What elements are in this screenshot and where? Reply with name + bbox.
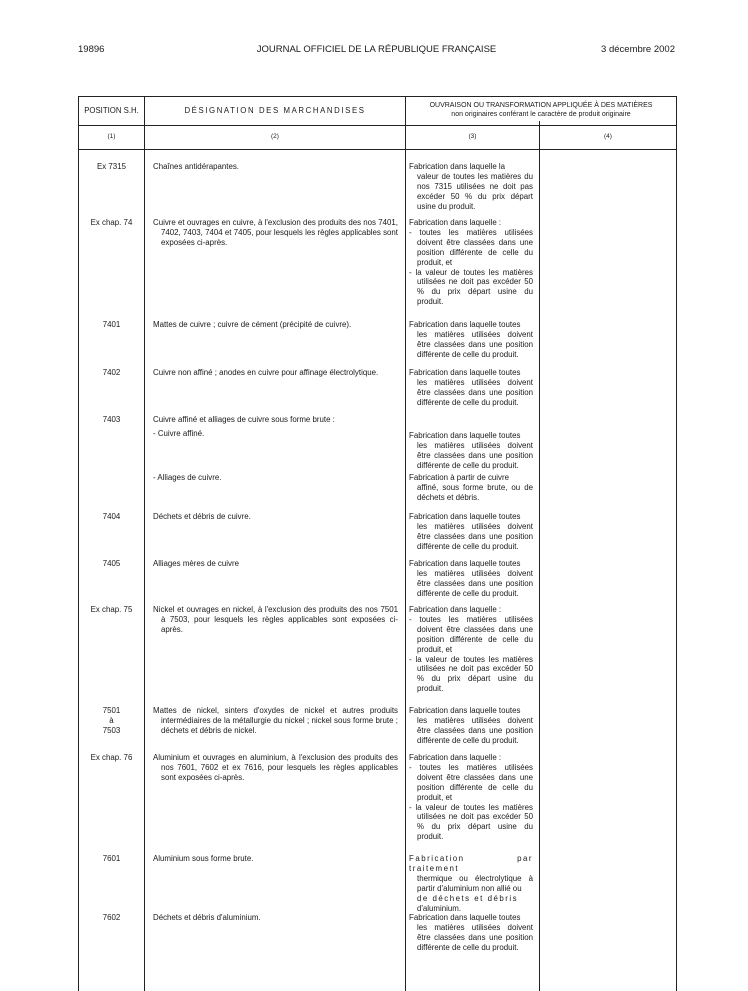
row-designation: Aluminium et ouvrages en aluminium, à l'exclusion des produits des nos 7601, 7602 et ex 7616, pour lesquels les règles applicables sont exposées ci-après. <box>153 753 398 782</box>
row-rule: Fabrication à partir de cuivre affiné, sous forme brute, ou de déchets et débris. <box>409 473 533 502</box>
row-position: Ex chap. 75 <box>90 605 133 614</box>
row-designation: Cuivre affiné et alliages de cuivre sous forme brute : <box>153 415 335 424</box>
row-position: Ex chap. 76 <box>90 753 133 762</box>
rules-table <box>78 96 677 991</box>
row-position: 7404 <box>102 512 121 521</box>
column-divider <box>144 97 145 991</box>
page-number: 19896 <box>78 44 105 55</box>
row-designation: Mattes de cuivre ; cuivre de cément (précipité de cuivre). <box>153 320 352 329</box>
row-designation: Cuivre non affiné ; anodes en cuivre pour affinage électrolytique. <box>153 368 379 377</box>
row-position: 7602 <box>102 913 121 922</box>
row-sub-designation: - Cuivre affiné. <box>153 429 205 438</box>
row-designation: Chaînes antidérapantes. <box>153 162 239 171</box>
row-designation: Aluminium sous forme brute. <box>153 854 254 863</box>
header-divider <box>79 125 676 126</box>
row-rule: Fabrication dans laquelle toutes les matières utilisées doivent être classées dans une position différente de celle du produit. <box>409 431 533 470</box>
row-designation: Nickel et ouvrages en nickel, à l'exclusion des produits des nos 7501 à 7503, pour lesquels les règles applicables sont exposées ci-après. <box>153 605 398 634</box>
row-position: 7403 <box>102 415 121 424</box>
col-header-ouvraison-sub: non originaires conférant le caractère de produit originaire <box>451 111 631 118</box>
row-rule: Fabrication dans laquelle : - toutes les matières utilisées doivent être classées dans une position différente de celle du produit, et - la valeur de toutes les matières utilisées ne doit pas excéder 50 % du prix départ usine du produit. <box>409 218 533 307</box>
col-number-2: (2) <box>271 133 279 140</box>
row-designation: Déchets et débris d'aluminium. <box>153 913 261 922</box>
row-position: 7401 <box>102 320 121 329</box>
header-bottom-rule <box>79 149 676 150</box>
row-rule: Fabrication dans laquelle toutes les matières utilisées doivent être classées dans une position différente de celle du produit. <box>409 320 533 359</box>
col-number-4: (4) <box>604 133 612 140</box>
row-rule: Fabrication dans laquelle toutes les matières utilisées doivent être classées dans une position différente de celle du produit. <box>409 559 533 598</box>
row-rule: Fabrication par traitement thermique ou électrolytique à partir d'aluminium non allié ou de déchets et débris d'aluminium. <box>409 854 533 913</box>
issue-date: 3 décembre 2002 <box>601 44 675 55</box>
col-number-1: (1) <box>107 133 116 140</box>
row-designation: Cuivre et ouvrages en cuivre, à l'exclusion des produits des nos 7401, 7402, 7403, 7404 et 7405, pour lesquels les règles applicables sont exposées ci-après. <box>153 218 398 247</box>
row-sub-designation: - Alliages de cuivre. <box>153 473 222 482</box>
row-rule: Fabrication dans laquelle toutes les matières utilisées doivent être classées dans une position différente de celle du produit. <box>409 368 533 407</box>
column-divider <box>405 97 406 991</box>
col-header-designation: DÉSIGNATION DES MARCHANDISES <box>184 106 366 115</box>
running-head <box>78 44 675 58</box>
row-designation: Mattes de nickel, sinters d'oxydes de nickel et autres produits intermédiaires de la métallurgie du nickel ; nickel sous forme brute ; déchets et débris de nickel. <box>153 706 398 735</box>
col-header-ouvraison: OUVRAISON OU TRANSFORMATION APPLIQUÉE À DES MATIÈRES <box>429 102 653 109</box>
journal-title: JOURNAL OFFICIEL DE LA RÉPUBLIQUE FRANÇAISE <box>256 44 497 55</box>
row-position: 7405 <box>102 559 121 568</box>
row-rule: Fabrication dans laquelle la valeur de toutes les matières du nos 7315 utilisées ne doit pas excéder 50 % du prix départ usine du produit. <box>409 162 533 211</box>
col-number-3: (3) <box>468 133 477 140</box>
row-designation: Déchets et débris de cuivre. <box>153 512 251 521</box>
row-rule: Fabrication dans laquelle toutes les matières utilisées doivent être classées dans une position différente de celle du produit. <box>409 512 533 551</box>
row-rule: Fabrication dans laquelle : - toutes les matières utilisées doivent être classées dans une position différente de celle du produit, et - la valeur de toutes les matières utilisées ne doit pas excéder 50 % du prix départ usine du produit. <box>409 605 533 694</box>
row-position: Ex chap. 74 <box>90 218 133 227</box>
column-divider <box>539 121 540 991</box>
row-rule: Fabrication dans laquelle : - toutes les matières utilisées doivent être classées dans une position différente de celle du produit, et - la valeur de toutes les matières utilisées ne doit pas excéder 50 % du prix départ usine du produit. <box>409 753 533 842</box>
row-position: 7601 <box>102 854 121 863</box>
col-header-position: POSITION S.H. <box>84 106 139 115</box>
row-rule: Fabrication dans laquelle toutes les matières utilisées doivent être classées dans une position différente de celle du produit. <box>409 913 533 952</box>
row-rule: Fabrication dans laquelle toutes les matières utilisées doivent être classées dans une position différente de celle du produit. <box>409 706 533 745</box>
row-position: 7402 <box>102 368 121 377</box>
row-position: Ex 7315 <box>97 162 126 171</box>
row-position-range: 7501 à 7503 <box>102 706 121 735</box>
row-designation: Alliages mères de cuivre <box>153 559 239 568</box>
